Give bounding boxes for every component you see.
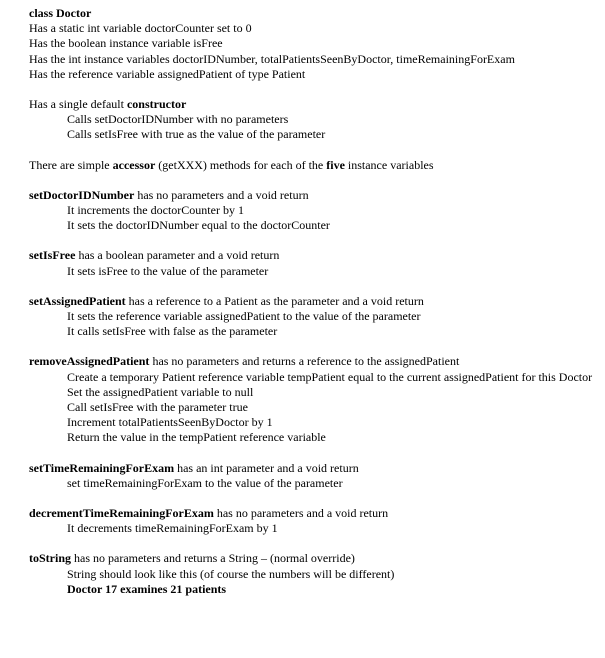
- constructor-line: Calls setDoctorIDNumber with no parameters: [67, 112, 289, 127]
- method-heading-decrementTimeRemainingForExam: decrementTimeRemainingForExam has no parameters and a void return: [29, 506, 389, 521]
- constructor-heading: Has a single default constructor: [29, 97, 187, 112]
- accessor-heading: There are simple accessor (getXXX) methods for each of the five instance variables: [29, 157, 434, 172]
- method-line: String should look like this (of course the numbers will be different): [67, 566, 395, 581]
- method-line: Set the assignedPatient variable to null: [67, 384, 254, 399]
- constructor-line: Calls setIsFree with true as the value of the parameter: [67, 127, 326, 142]
- method-line: It increments the doctorCounter by 1: [67, 203, 244, 218]
- method-line: It calls setIsFree with false as the parameter: [67, 324, 278, 339]
- method-heading-toString: toString has no parameters and returns a String – (normal override): [29, 551, 355, 566]
- header-line: Has the reference variable assignedPatient of type Patient: [29, 66, 306, 81]
- method-line: set timeRemainingForExam to the value of the parameter: [67, 475, 343, 490]
- document-body: [29, 6, 599, 597]
- header-line: Has the int instance variables doctorIDNumber, totalPatientsSeenByDoctor, timeRemainingForExam: [29, 51, 515, 66]
- tostring-example: Doctor 17 examines 21 patients: [67, 581, 227, 596]
- method-line: It sets the doctorIDNumber equal to the doctorCounter: [67, 218, 330, 233]
- method-heading-setTimeRemainingForExam: setTimeRemainingForExam has an int parameter and a void return: [29, 460, 359, 475]
- method-heading-setAssignedPatient: setAssignedPatient has a reference to a Patient as the parameter and a void return: [29, 293, 424, 308]
- method-heading-setDoctorIDNumber: setDoctorIDNumber has no parameters and a void return: [29, 187, 309, 202]
- class-heading: class Doctor: [29, 6, 92, 20]
- method-heading-removeAssignedPatient: removeAssignedPatient has no parameters and returns a reference to the assignedPatient: [29, 354, 460, 369]
- method-line: Return the value in the tempPatient reference variable: [67, 430, 326, 445]
- method-line: It sets the reference variable assignedPatient to the value of the parameter: [67, 309, 421, 324]
- method-line: It sets isFree to the value of the parameter: [67, 263, 269, 278]
- header-line: Has the boolean instance variable isFree: [29, 36, 223, 51]
- method-heading-setIsFree: setIsFree has a boolean parameter and a void return: [29, 248, 280, 263]
- method-line: Call setIsFree with the parameter true: [67, 400, 248, 415]
- method-line: It decrements timeRemainingForExam by 1: [67, 521, 278, 536]
- header-line: Has a static int variable doctorCounter set to 0: [29, 21, 252, 36]
- method-line: Create a temporary Patient reference variable tempPatient equal to the current assignedPatient for this Doctor: [67, 369, 593, 384]
- method-line: Increment totalPatientsSeenByDoctor by 1: [67, 415, 273, 430]
